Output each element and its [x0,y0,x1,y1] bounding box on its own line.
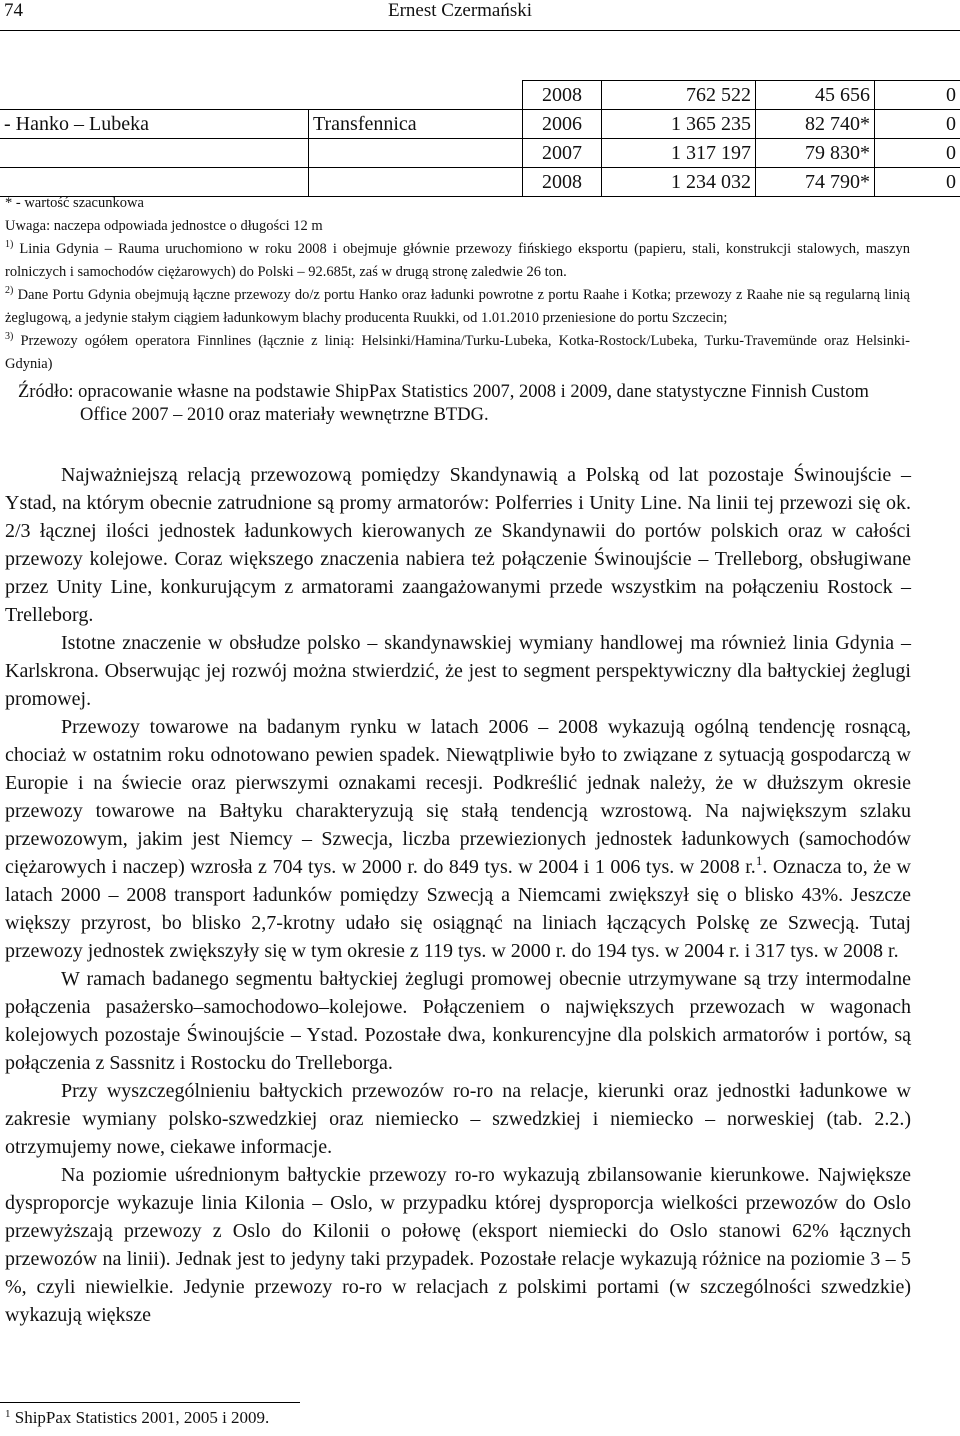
table-cell-value: 1 317 197 [602,139,756,168]
table-cell-value: 0 [875,139,960,168]
estimate-note: * - wartość szacunkowa [5,195,144,211]
note-3-text: Przewozy ogółem operatora Finnlines (łącznie z linią: Helsinki/Hamina/Turku-Lubeka, Kotka-Rostock/Lubeka, Turku-Travemünde oraz Helsinki-Gdynia) [5,333,911,372]
paragraph: Na poziomie uśrednionym bałtyckie przewozy ro-ro wykazują zbilansowanie kierunkowe. Największe dysproporcje wykazuje linia Kilonia – Oslo, w przypadku której dysproporcja wielkości przewozów do Oslo przewyższają przewozy z Oslo do Kilonii o połowę (eksport niemiecki do Oslo stanowi 62% łącznych przewozów na linii). Jednak jest to jedyny taki przypadek. Pozostałe relacje wykazują różnice na poziomie 3 – 5 %, czyli niewielkie. Jedynie przewozy ro-ro w relacjach z polskimi portami (w szczególności szwedzkie) wykazują większe [5,1164,911,1326]
data-table [0,80,960,197]
note-2 [5,284,910,330]
table-row [0,110,960,139]
table-cell-year: 2007 [523,139,602,168]
footnote-text: ShipPax Statistics 2001, 2005 i 2009. [14,1408,270,1427]
page-header [0,0,960,28]
table-cell-value: 79 830* [756,139,875,168]
table-cell-value: 0 [875,81,960,110]
table-cell-year: 2008 [523,168,602,197]
paragraph: W ramach badanego segmentu bałtyckiej żeglugi promowej obecnie utrzymywane są trzy intermodalne połączenia pasażersko–samochodowo–kolejowe. Połączeniem o największych przewozach w wagonach kolejowych pozostaje Świnoujście – Ystad. Pozostałe dwa, konkurencyjne dla polskich armatorów i portów, są połączenia z Sassnitz i Rostocku do Trelleborga. [5,968,911,1074]
paragraph: Najważniejszą relacją przewozową pomiędzy Skandynawią a Polską od lat pozostaje Świnoujście – Ystad, na którym obecnie zatrudnione są promy armatorów: Polferries i Unity Line. Na linii tej przewozi się ok. 2/3 łącznej ilości jednostek ładunkowych kierowanych ze Skandynawii do portów polskich oraz w całości przewozy kolejowe. Coraz większego znaczenia nabiera też połączenie Świnoujście – Trelleborg, obsługiwane przez Unity Line, konkurującym z armatorami zaangażowanymi przede wszystkim na połączeniu Rostock – Trelleborg. [5,464,911,626]
note-1-marker: 1) [5,239,14,250]
table-cell-value: 45 656 [756,81,875,110]
table-cell-value: 0 [875,110,960,139]
table-row [0,81,960,110]
trailer-note: Uwaga: naczepa odpowiada jednostce o długości 12 m [5,218,323,234]
header-rule [0,30,960,31]
paragraph-text: Przewozy towarowe na badanym rynku w latach 2006 – 2008 wykazują ogólną tendencję rosnącą, chociaż w ostatnim roku odnotowano pewien spadek. Niewątpliwie było to związane z sytuacją gospodarczą w Europie i na świecie oraz pierwszymi oznakami recesji. Podkreślić jednak należy, że w dłuższym okresie przewozy towarowe na Bałtyku charakteryzują się stałą tendencją wzrostową. Na największym szlaku przewozowym, jakim jest Niemcy – Szwecja, liczba przewiezionych jednostek ładunkowych (samochodów ciężarowych i naczep) wzrosła z 704 tys. w 2000 r. do 849 tys. w 2004 i 1 006 tys. w 2008 r. [5,716,911,878]
table-cell-value: 0 [875,168,960,197]
footnote-reference: 1 [755,853,763,868]
table-cell-value: 82 740* [756,110,875,139]
table-notes [5,192,910,376]
table-cell-operator: Transfennica [309,110,523,139]
note-3 [5,330,910,376]
note-2-text: Dane Portu Gdynia obejmują łączne przewozy do/z portu Hanko oraz ładunki powrotne z portu Raahe i Kotka; przewozy z Raahe nie są regularną linią żeglugową, a jedynie stałym ciągiem ładunkowym blachy producenta Ruukki, od 1.01.2010 przeniesione do portu Szczecin; [5,287,910,326]
footnote-marker: 1 [5,1408,11,1420]
table-cell-route: - Hanko – Lubeka [0,110,309,139]
table-cell-value: 1 234 032 [602,168,756,197]
source-line-2: Office 2007 – 2010 oraz materiały wewnętrzne BTDG. [80,405,489,425]
paragraph-text: . Oznacza to, że w latach 2000 – 2008 transport ładunków pomiędzy Szwecją a Niemcami zwiększył się o blisko 43%. Jeszcze większy przyrost, bo blisko 2,7-krotny udało się osiągnąć na liniach łączących Polskę ze Szwecją. Tutaj przewozy jednostek zwiększyły się w tym okresie z 119 tys. w 2000 r. do 194 tys. w 2004 r. i 317 tys. w 2008 r. [5,856,911,962]
table-cell-year: 2008 [523,81,602,110]
source-line-1: Źródło: opracowanie własne na podstawie ShipPax Statistics 2007, 2008 i 2009, dane statystyczne Finnish Custom [18,382,869,402]
table-cell-value: 762 522 [602,81,756,110]
running-title: Ernest Czermański [388,0,533,21]
note-2-marker: 2) [5,285,14,296]
paragraph: Istotne znaczenie w obsłudze polsko – skandynawskiej wymiany handlowej ma również linia Gdynia – Karlskrona. Obserwując jej rozwój można stwierdzić, że jest to segment perspektywiczny dla bałtyckiej żeglugi promowej. [5,632,911,710]
paragraph: Przy wyszczególnieniu bałtyckich przewozów ro-ro na relacje, kierunki oraz jednostki ładunkowe w zakresie wymiany polsko-szwedzkiej oraz niemiecko – szwedzkiej i niemiecko – norweskiej (tab. 2.2.) otrzymujemy nowe, ciekawe informacje. [5,1080,911,1158]
table-row [0,139,960,168]
table-cell-value: 74 790* [756,168,875,197]
body-text [5,461,911,1329]
table-cell-operator [309,139,523,168]
source-citation [18,381,918,427]
table-cell-route [0,139,309,168]
table-cell-value: 1 365 235 [602,110,756,139]
page-number: 74 [4,0,23,21]
table-cell-operator [309,81,523,110]
footnote-rule [0,1402,300,1403]
note-1 [5,238,910,284]
note-1-text: Linia Gdynia – Rauma uruchomiono w roku 2008 i obejmuje głównie przewozy fińskiego eksportu (papieru, stali, konstrukcji stalowych, maszyn rolniczych i samochodów ciężarowych) do Polski – 92.685t, zaś w drugą stronę zaledwie 26 ton. [5,241,910,280]
note-3-marker: 3) [5,331,14,342]
table-cell-route [0,81,309,110]
paragraph [5,713,911,965]
footnote [5,1408,269,1428]
table-cell-year: 2006 [523,110,602,139]
